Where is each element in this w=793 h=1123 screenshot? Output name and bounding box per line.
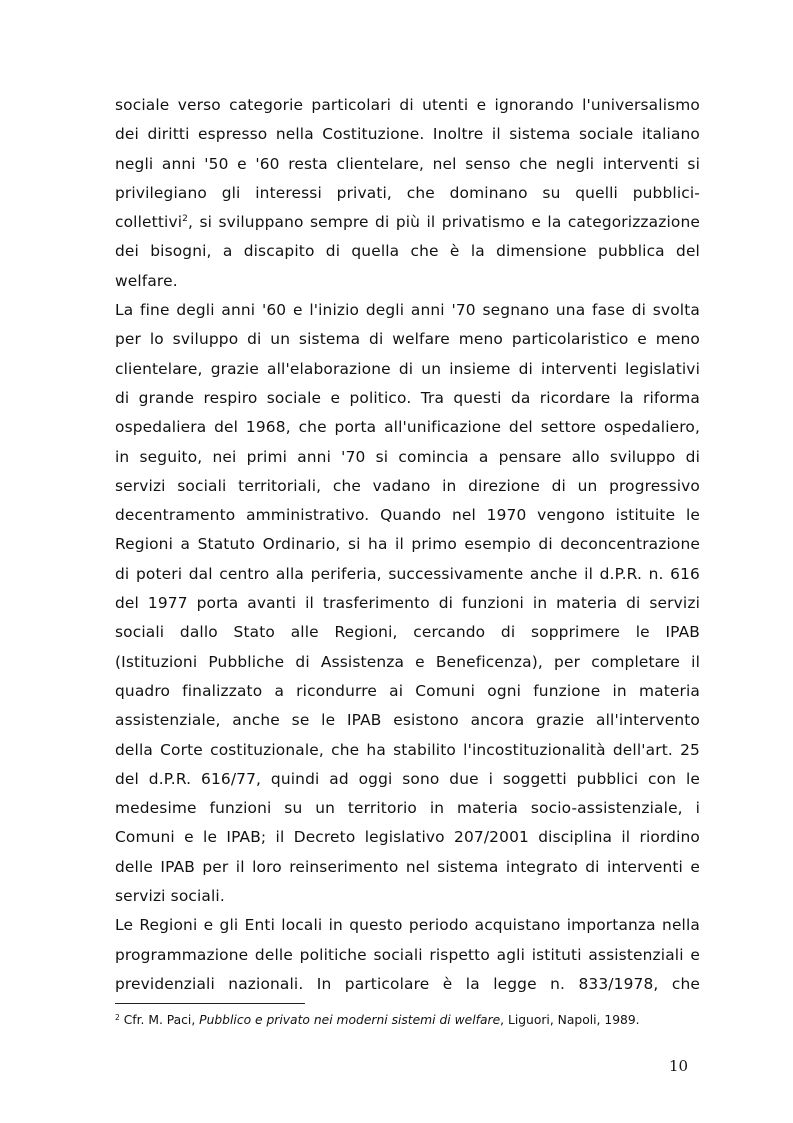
- page-number: 10: [669, 1057, 689, 1075]
- text-line: [115, 765, 700, 794]
- text-line: [115, 736, 700, 765]
- footnote: [115, 1012, 705, 1028]
- text-line-content: assistenziale, anche se le IPAB esistono ancora grazie all'intervento: [115, 711, 700, 730]
- text-line-content: Le Regioni e gli Enti locali in questo periodo acquistano importanza nella: [115, 916, 700, 935]
- text-line: [115, 823, 700, 852]
- text-line: [115, 384, 700, 413]
- text-line-content: welfare.: [115, 271, 178, 290]
- text-line-content: negli anni '50 e '60 resta clientelare, nel senso che negli interventi si: [115, 154, 700, 173]
- text-line: [115, 237, 700, 266]
- text-line: [115, 530, 700, 559]
- text-line-content: Comuni e le IPAB; il Decreto legislativo 207/2001 disciplina il riordino: [115, 828, 700, 847]
- text-line: [115, 443, 700, 472]
- text-line-content: del 1977 porta avanti il trasferimento di funzioni in materia di servizi: [115, 594, 700, 613]
- footnote-suffix: , Liguori, Napoli, 1989.: [500, 1013, 640, 1027]
- text-line: [115, 267, 700, 296]
- text-line-content: (Istituzioni Pubbliche di Assistenza e Beneficenza), per completare il: [115, 652, 700, 671]
- text-line-content: privilegiano gli interessi privati, che dominano su quelli pubblici-: [115, 183, 700, 202]
- text-line: [115, 325, 700, 354]
- text-line-content: per lo sviluppo di un sistema di welfare meno particolaristico e meno: [115, 330, 700, 349]
- text-line-content: decentramento amministrativo. Quando nel 1970 vengono istituite le: [115, 506, 700, 525]
- text-line-content: in seguito, nei primi anni '70 si comincia a pensare allo sviluppo di: [115, 447, 700, 466]
- text-line: [115, 648, 700, 677]
- text-line: [115, 911, 700, 940]
- footnote-title: Pubblico e privato nei moderni sistemi di welfare: [199, 1013, 501, 1027]
- text-line-content: programmazione delle politiche sociali rispetto agli istituti assistenziali e: [115, 945, 700, 964]
- text-line-content: della Corte costituzionale, che ha stabilito l'incostituzionalità dell'art. 25: [115, 740, 700, 759]
- text-line: [115, 91, 700, 120]
- text-line: [115, 208, 700, 237]
- text-line-content: medesime funzioni su un territorio in materia socio-assistenziale, i: [115, 799, 700, 818]
- text-line-content: previdenziali nazionali. In particolare è la legge n. 833/1978, che: [115, 974, 700, 993]
- text-line-content: sociali dallo Stato alle Regioni, cercando di sopprimere le IPAB: [115, 623, 700, 642]
- text-line-content: Regioni a Statuto Ordinario, si ha il primo esempio di deconcentrazione: [115, 535, 700, 554]
- text-line: [115, 120, 700, 149]
- text-line-content: di poteri dal centro alla periferia, successivamente anche il d.P.R. n. 616: [115, 564, 700, 583]
- body-text: [115, 91, 700, 999]
- text-line-content: servizi sociali territoriali, che vadano in direzione di un progressivo: [115, 476, 700, 495]
- text-line-content: La fine degli anni '60 e l'inizio degli anni '70 segnano una fase di svolta: [115, 301, 700, 320]
- text-line: [115, 179, 700, 208]
- footnote-reference: 2: [182, 214, 189, 225]
- text-line-content: dei diritti espresso nella Costituzione. Inoltre il sistema sociale italiano: [115, 125, 700, 144]
- text-line: [115, 970, 700, 999]
- text-line: [115, 560, 700, 589]
- text-line-content: clientelare, grazie all'elaborazione di un insieme di interventi legislativi: [115, 359, 700, 378]
- text-line-content: dei bisogni, a discapito di quella che è la dimensione pubblica del: [115, 242, 700, 261]
- text-line: [115, 618, 700, 647]
- text-line: [115, 355, 700, 384]
- text-line-content: ospedaliera del 1968, che porta all'unificazione del settore ospedaliero,: [115, 418, 700, 437]
- text-line: [115, 472, 700, 501]
- text-line: [115, 413, 700, 442]
- footnote-marker: 2: [115, 1013, 120, 1022]
- footnote-prefix: Cfr. M. Paci,: [119, 1013, 200, 1027]
- text-line-continuation: , si sviluppano sempre di più il privatismo e la categorizzazione: [188, 213, 700, 232]
- text-line-content: sociale verso categorie particolari di utenti e ignorando l'universalismo: [115, 96, 700, 114]
- text-line-content: di grande respiro sociale e politico. Tra questi da ricordare la riforma: [115, 388, 700, 407]
- text-line: [115, 882, 700, 911]
- text-line: [115, 501, 700, 530]
- text-line: [115, 794, 700, 823]
- footnote-separator: [115, 1003, 305, 1004]
- text-line: [115, 853, 700, 882]
- text-line-content: del d.P.R. 616/77, quindi ad oggi sono due i soggetti pubblici con le: [115, 769, 700, 788]
- text-line-content: servizi sociali.: [115, 887, 225, 906]
- text-line: [115, 706, 700, 735]
- text-line: [115, 941, 700, 970]
- text-line-content: collettivi: [115, 213, 183, 232]
- text-line: [115, 296, 700, 325]
- text-line-content: delle IPAB per il loro reinserimento nel sistema integrato di interventi e: [115, 857, 700, 876]
- text-line: [115, 677, 700, 706]
- text-line: [115, 589, 700, 618]
- text-line: [115, 150, 700, 179]
- text-line-content: quadro finalizzato a ricondurre ai Comuni ogni funzione in materia: [115, 681, 700, 700]
